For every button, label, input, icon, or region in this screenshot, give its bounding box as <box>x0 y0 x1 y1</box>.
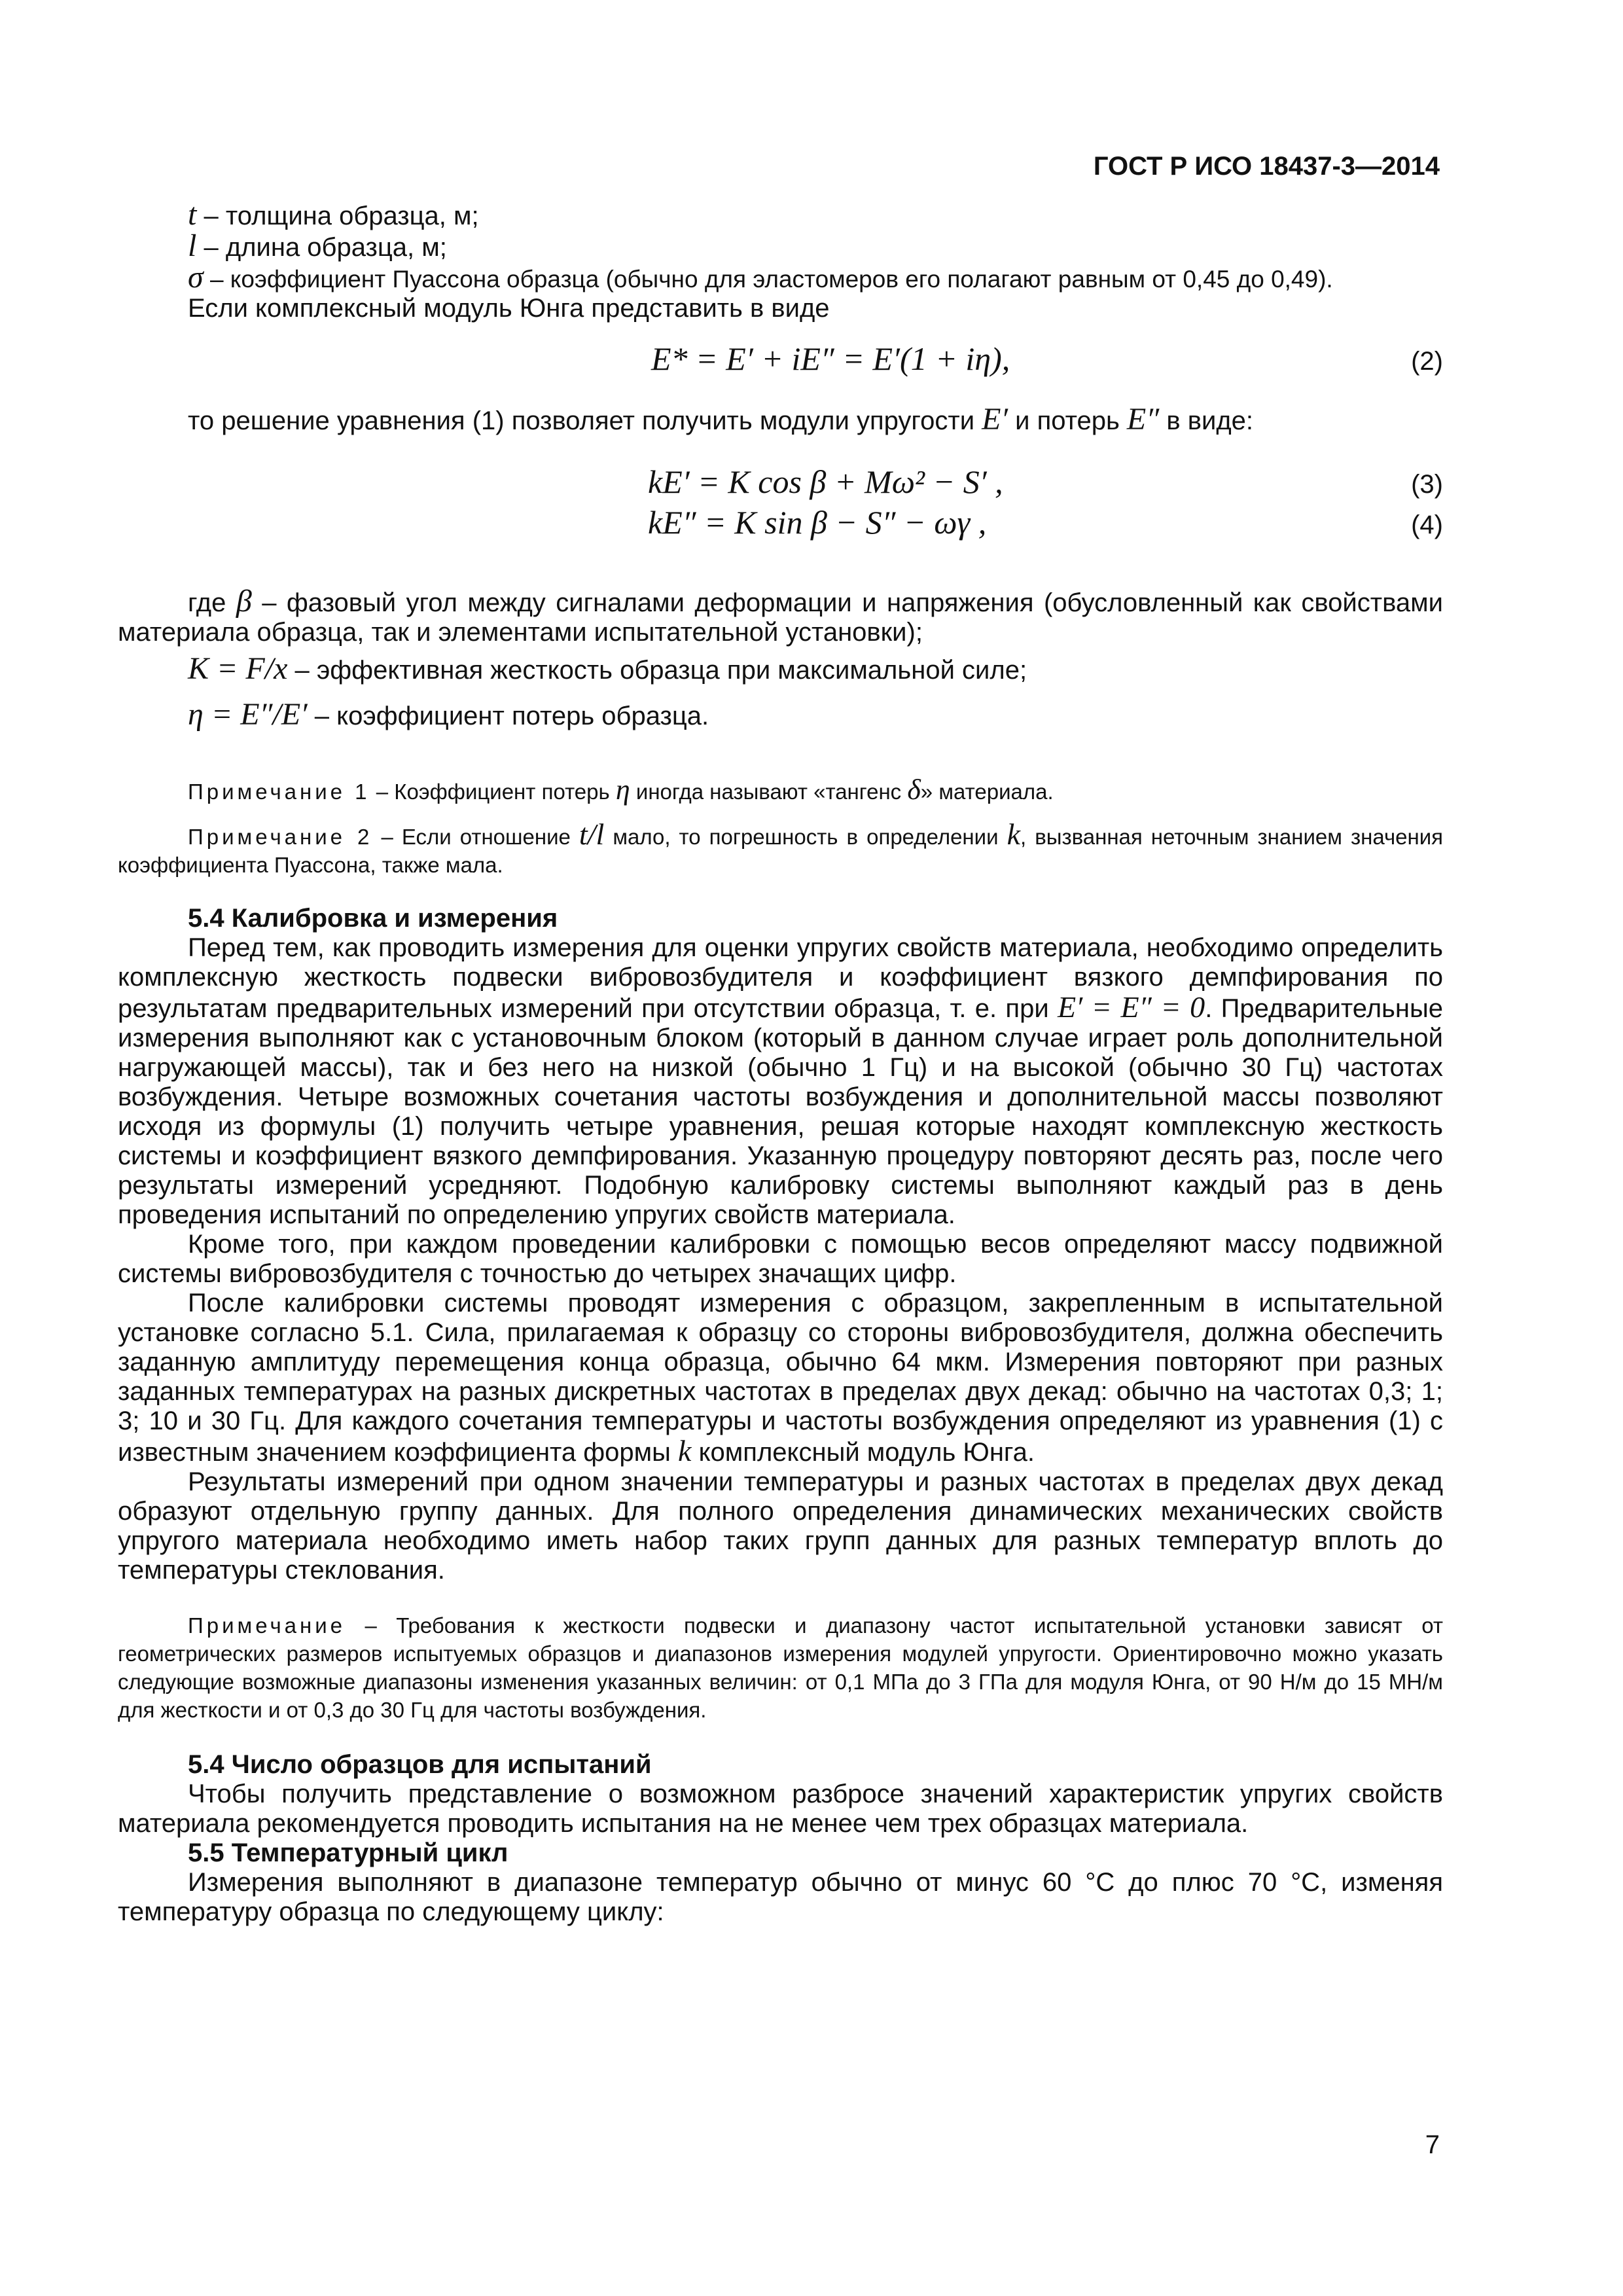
solution-line <box>118 404 1443 436</box>
note-2-text-3: , вызванная неточным знанием значения коэффициента Пуассона, также мала. <box>118 825 1444 877</box>
paragraph-1-text-a: Перед тем, как проводить измерения для оценки упругих свойств материала, необходимо определить комплексную жесткость подвески вибровозбудителя и коэффициент вязкого демпфирования по результатам предварительных измерений при отсутствии образца, т. е. при <box>118 933 1443 1023</box>
solution-text-3: в виде: <box>1166 406 1254 435</box>
section-note-label: Примечание <box>188 1613 346 1638</box>
section-5-5-paragraph: Измерения выполняют в диапазоне температур обычно от минус 60 °С до плюс 70 °С, изменяя температуру образца по следующему циклу: <box>118 1868 1443 1926</box>
symbol-beta: β <box>236 584 252 619</box>
symbol-eta: η <box>615 774 630 806</box>
equation-2-number: (2) <box>1411 347 1443 376</box>
solution-text-2: и потерь <box>1015 406 1120 435</box>
formula-e-zero: E′ = E″ = 0 <box>1057 990 1205 1024</box>
note-2 <box>118 817 1444 879</box>
section-note-text: – Требования к жесткости подвески и диапазону частот испытательной установки зависят от геометрических размеров испытуемых образцов и диапазонов измерения модулей упругости. Ориентировочно можно указать следующие возможные диапазоны изменения указанных величин: от 0,1 МПа до 3 ГПа для модуля Юнга, от 90 Н/м до 15 МН/м для жесткости и от 0,3 до 30 Гц для частоты возбуждения. <box>118 1613 1443 1722</box>
note-1 <box>118 776 1443 806</box>
intro-line: Если комплексный модуль Юнга представить в виде <box>188 294 830 323</box>
solution-text-1: то решение уравнения (1) позволяет получить модули упругости <box>188 406 975 435</box>
note-1-text-1: – Коэффициент потерь <box>376 780 610 804</box>
where-prefix: где <box>188 588 226 617</box>
section-5-4b-paragraph: Чтобы получить представление о возможном разбросе значений характеристик упругих свойств материала рекомендуется проводить испытания на не менее чем трех образцах материала. <box>118 1780 1443 1838</box>
paragraph-1-text-b: . Предварительные измерения выполняют как с установочным блоком (который в данном случае играет роль дополнительной нагружающей массы), так и без него на низкой (обычно 1 Гц) и на высокой (обычно 30 Гц) частотах возбуждения. Четыре возможных сочетания частоты возбуждения и дополнительной массы позволяют исходя из формулы (1) получить четыре уравнения, решая которые находят комплексную жесткость системы и коэффициент вязкого демпфирования. Указанную процедуру повторяют десять раз, после чего результаты измерений усредняют. Подобную калибровку системы выполняют каждый раз в день проведения испытаний по определению упругих свойств материала. <box>118 994 1443 1229</box>
equation-3 <box>118 461 1443 501</box>
section-5-5-title: 5.5 Температурный цикл <box>188 1839 508 1867</box>
paragraph-3-text-b: комплексный модуль Юнга. <box>698 1438 1035 1467</box>
def-length <box>118 228 1443 263</box>
symbol-delta: δ <box>907 774 921 806</box>
def-k-text: – эффективная жесткость образца при максимальной силе; <box>294 656 1027 685</box>
section-5-4-note <box>118 1611 1443 1724</box>
section-5-4-paragraph-4: Результаты измерений при одном значении температуры и разных частотах в пределах двух декад образуют отдельную группу данных. Для полного определения динамических механических свойств упругого материала необходимо иметь набор таких групп данных для разных температур вплоть до температуры стеклования. <box>118 1467 1443 1585</box>
section-5-4b-title: 5.4 Число образцов для испытаний <box>188 1750 652 1779</box>
def-length-text: – длина образца, м; <box>204 233 447 262</box>
page-number: 7 <box>1425 2130 1440 2159</box>
def-poisson-text: – коэффициент Пуассона образца (обычно для эластомеров его полагают равным от 0,45 до 0,49). <box>209 266 1333 293</box>
paragraph-3-text-a: После калибровки системы проводят измерения с образцом, закрепленным в испытательной установке согласно 5.1. Сила, прилагаемая к образцу со стороны вибровозбудителя, должна обеспечить заданную амплитуду перемещения конца образца, обычно 64 мкм. Измерения повторяют при разных заданных температурах на разных дискретных частотах в пределах двух декад: обычно на частотах 0,3; 1; 3; 10 и 30 Гц. Для каждого сочетания температуры и частоты возбуждения определяют из уравнения (1) с известным значением коэффициента формы <box>118 1289 1443 1467</box>
note-2-text-1: – Если отношение <box>381 825 571 849</box>
equation-2 <box>118 338 1443 384</box>
symbol-l: l <box>188 228 197 263</box>
equation-4 <box>118 501 1443 542</box>
def-k <box>118 651 1443 686</box>
symbol-t-over-l: t/l <box>579 817 605 851</box>
section-5-4-title: 5.4 Калибровка и измерения <box>188 904 558 933</box>
def-poisson <box>118 262 1443 294</box>
symbol-t: t <box>188 197 197 232</box>
equation-4-formula: kE″ = K sin β − S″ − ωγ , <box>648 504 987 541</box>
equation-3-formula: kE′ = K cos β + Mω² − S′ , <box>648 463 1003 500</box>
formula-eta: η = E″/E′ <box>188 697 308 732</box>
def-eta-text: – коэффициент потерь образца. <box>314 702 709 730</box>
section-5-4-paragraph-3 <box>118 1289 1443 1467</box>
note-1-text-3: » материала. <box>920 780 1054 804</box>
equation-4-number: (4) <box>1411 511 1443 539</box>
def-thickness-text: – толщина образца, м; <box>204 202 479 230</box>
symbol-e-double-prime: E″ <box>1126 402 1160 437</box>
def-thickness <box>118 197 1443 232</box>
section-5-4-paragraph-2: Кроме того, при каждом проведении калибровки с помощью весов определяют массу подвижной системы вибровозбудителя с точностью до четырех значащих цифр. <box>118 1230 1443 1288</box>
note-1-text-2: иногда называют «тангенс <box>635 780 902 804</box>
where-beta <box>118 586 1443 647</box>
document-header: ГОСТ Р ИСО 18437-3—2014 <box>1093 152 1440 181</box>
symbol-sigma: σ <box>188 260 204 295</box>
page-content <box>118 197 1444 1927</box>
note-2-label: Примечание 2 <box>188 825 373 849</box>
note-2-text-2: мало, то погрешность в определении <box>613 825 999 849</box>
equation-2-formula: E* = E′ + iE″ = E′(1 + iη), <box>651 340 1010 377</box>
symbol-k: k <box>1007 817 1020 851</box>
where-beta-text: – фазовый угол между сигналами деформации и напряжения (обусловленный как свойствами материала образца, так и элементами испытательной установки); <box>118 588 1443 647</box>
symbol-e-prime: E′ <box>982 402 1008 437</box>
note-1-label: Примечание 1 <box>188 780 370 804</box>
symbol-shape-k: k <box>678 1434 692 1467</box>
def-eta <box>118 697 1443 732</box>
equation-3-number: (3) <box>1411 470 1443 499</box>
section-5-4-paragraph-1 <box>118 933 1443 1230</box>
formula-k: K = F/x <box>188 651 288 686</box>
